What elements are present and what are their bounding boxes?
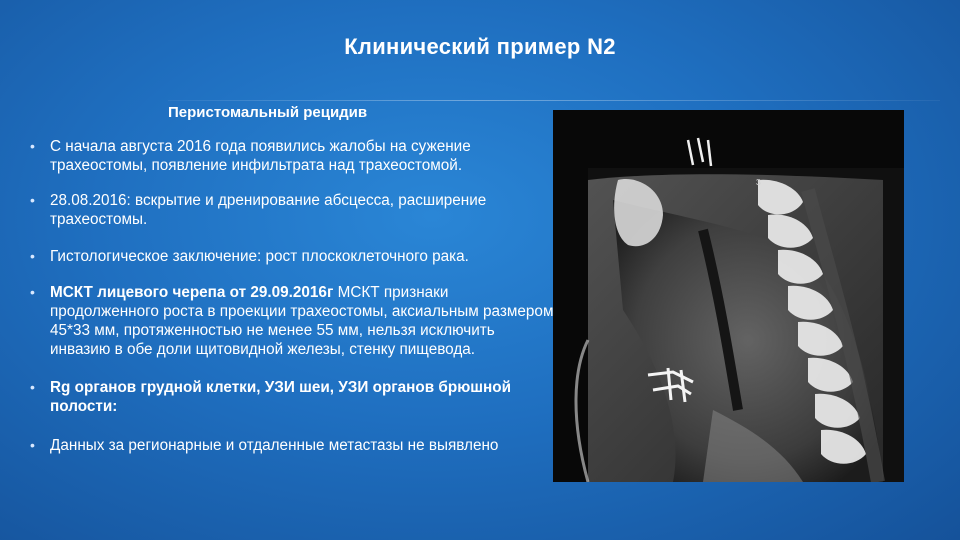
bullet-item <box>30 378 555 416</box>
bullet-item <box>30 191 555 229</box>
bullet-item <box>30 436 555 455</box>
bullet-list <box>30 137 555 471</box>
bullet-item <box>30 283 555 359</box>
bullet-dot: • <box>30 437 35 453</box>
bullet-dot: • <box>30 248 35 264</box>
bullet-bold-text: МСКТ лицевого черепа от 29.09.2016г <box>50 284 334 301</box>
bullet-text: Данных за регионарные и отдаленные метастазы не выявлено <box>50 437 499 454</box>
title-divider <box>168 100 940 101</box>
bullet-text: 28.08.2016: вскрытие и дренирование абсцесса, расширение трахеостомы. <box>50 192 487 228</box>
bullet-text: МСКТ признаки продолженного роста в проекции трахеостомы, аксиальным размером 45*33 мм, протяженностью не менее 55 мм, нельзя исключить инвазию в обе доли щитовидной железы, стенку пищевода. <box>50 284 554 358</box>
ct-scan-illustration <box>553 110 904 482</box>
bullet-dot: • <box>30 379 35 395</box>
bullet-item <box>30 247 555 266</box>
ct-scan-image <box>553 110 904 482</box>
bullet-bold-text: Rg органов грудной клетки, УЗИ шеи, УЗИ органов брюшной полости: <box>50 379 511 415</box>
ct-image-marker: 3 <box>755 178 761 188</box>
bullet-dot: • <box>30 138 35 154</box>
bullet-dot: • <box>30 192 35 208</box>
bullet-text: Гистологическое заключение: рост плоскоклеточного рака. <box>50 248 469 265</box>
bullet-item <box>30 137 555 175</box>
slide-title: Клинический пример N2 <box>344 34 616 59</box>
bullet-dot: • <box>30 284 35 300</box>
slide-subtitle: Перистомальный рецидив <box>168 104 368 121</box>
bullet-text: С начала августа 2016 года появились жалобы на сужение трахеостомы, появление инфильтрата над трахеостомой. <box>50 138 471 174</box>
